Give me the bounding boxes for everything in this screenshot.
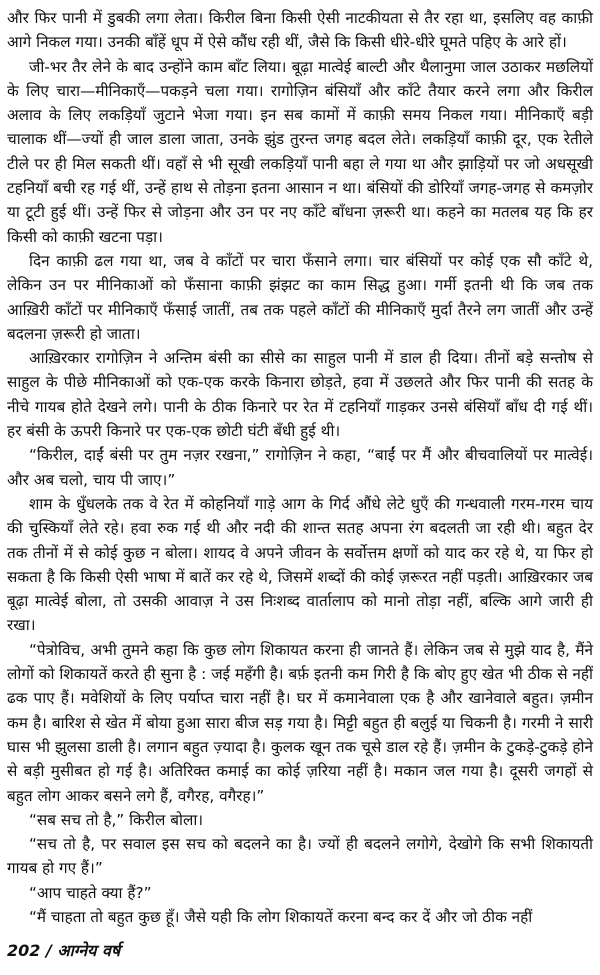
page-number: 202 [7,941,41,960]
paragraph-9: “सच तो है, पर सवाल इस सच को बदलने का है। ज्यों ही बदलने लगोगे, देखोगे कि सभी शिकायती गायब हो गए हैं।” [7,835,593,878]
paragraph-1: और फिर पानी में डुबकी लगा लेता। किरील बिना किसी ऐसी नाटकीयता से तैर रहा था, इसलिए वह काफ़ी आगे निकल गया। उनकी बाँहें धूप में ऐसे कौंध रही थीं, जैसे कि किसी धीरे-धीरे घूमते पहिए के आरे हों। [7,9,593,52]
paragraph-6: शाम के धुँधलके तक वे रेत में कोहनियाँ गाड़े आग के गिर्द औंधे लेटे धुएँ की गन्धवाली गरम-गरम चाय की चुस्कियाँ लेते रहे। हवा रुक गई थी और नदी की शान्त सतह अपना रंग बदलती जा रही थी। बहुत देर तक तीनों में से कोई कुछ न बोला। शायद वे अपने जीवन के सर्वोत्तम क्षणों को याद कर रहे थे, या फिर हो सकता है कि किसी ऐसी भाषा में बातें कर रहे थे, जिसमें शब्दों की कोई ज़रूरत नहीं पड़ती। आख़िरकार जब बूढ़ा मात्वेई बोला, तो उसकी आवाज़ ने उस निःशब्द वार्तालाप को मानो तोड़ा नहीं, बल्कि आगे जारी ही रखा। [7,494,593,635]
page-footer [7,939,120,961]
page-body [7,6,593,929]
paragraph-10: “आप चाहते क्या हैं?” [29,883,152,902]
paragraph-8: “सब सच तो है,” किरील बोला। [29,810,204,829]
paragraph-2: जी-भर तैर लेने के बाद उन्होंने काम बाँट लिया। बूढ़ा मात्वेई बाल्टी और थैलानुमा जाल उठाकर मछलियों के लिए चारा—मीनिकाएँ—पकड़ने चला गया। रागोज़िन बंसियाँ और काँटे तैयार करने लगा और किरील अलाव के लिए लकड़ियाँ जुटाने भेजा गया। इन सब कामों में काफ़ी समय निकल गया। मीनिकाएँ बड़ी चालाक थीं—ज्यों ही जाल डाला जाता, उनके झुंड तुरन्त जगह बदल लेते। लकड़ियाँ काफ़ी दूर, एक रेतीले टीले पर ही मिल सकती थीं। वहाँ से भी सूखी लकड़ियाँ पानी बहा ले गया था और झाड़ियों पर जो अधसूखी टहनियाँ बची रह गई थीं, उन्हें हाथ से तोड़ना इतना आसान न था। बंसियों की डोरियाँ जगह-जगह से कमज़ोर या टूटी हुई थीं। उन्हें फिर से जोड़ना और उन पर नए काँटे बाँधना ज़रूरी था। कहने का मतलब यह कि हर किसी को काफ़ी खटना पड़ा। [7,57,593,246]
paragraph-4: आख़िरकार रागोज़िन ने अन्तिम बंसी का सीसे का साहुल पानी में डाल ही दिया। तीनों बड़े सन्तोष से साहुल के पीछे मीनिकाओं को एक-एक करके किनारा छोड़ते, हवा में उछलते और फिर पानी की सतह के नीचे गायब होते देखने लगे। पानी के ठीक किनारे पर रेत में टहनियाँ गाड़कर उनसे बंसियाँ बाँध दी गई थीं। हर बंसी के ऊपरी किनारे पर एक-एक छोटी घंटी बँधी हुई थी। [7,349,593,441]
book-title: आग्नेय वर्ष [57,941,121,960]
paragraph-7: “पेत्रोविच, अभी तुमने कहा कि कुछ लोग शिकायत करना ही जानते हैं। लेकिन जब से मुझे याद है, मैंने लोगों को शिकायतें करते ही सुना है : जई महँगी है। बर्फ़ इतनी कम गिरी है कि बोए हुए खेत भी ठीक से नहीं ढक पाए हैं। मवेशियों के लिए पर्याप्त चारा नहीं है। घर में कमानेवाला एक है और खानेवाले बहुत। ज़मीन कम है। बारिश से खेत में बोया हुआ सारा बीज सड़ गया है। मिट्टी बहुत ही बलुई या चिकनी है। गरमी ने सारी घास भी झुलसा डाली है। लगान बहुत ज़्यादा है। कुलक खून तक चूसे डाल रहे हैं। ज़मीन के टुकड़े-टुकड़े होने से बड़ी मुसीबत हो गई है। अतिरिक्त कमाई का कोई ज़रिया नहीं है। मकान जल गया है। दूसरी जगहों से बहुत लोग आकर बसने लगे हैं, वगैरह, वगैरह।” [7,640,593,805]
paragraph-5: “किरील, दाईं बंसी पर तुम नज़र रखना,” रागोज़िन ने कहा, “बाईं पर मैं और बीचवालियों पर मात्वेई। और अब चलो, चाय पी जाए।” [7,446,593,489]
paragraph-3: दिन काफ़ी ढल गया था, जब वे काँटों पर चारा फँसाने लगा। चार बंसियों पर कोई एक सौ काँटे थे, लेकिन उन पर मीनिकाओं को फँसाना काफ़ी झंझट का काम सिद्ध हुआ। गर्मी इतनी थी कि जब तक आख़िरी काँटों पर मीनिकाएँ फँसाई जातीं, तब तक पहले काँटों की मीनिकाएँ मुर्दा तैरने लग जातीं और उन्हें बदलना ज़रूरी हो जाता। [7,251,593,343]
footer-separator: / [45,941,52,960]
paragraph-11: “मैं चाहता तो बहुत कुछ हूँ। जैसे यही कि लोग शिकायतें करना बन्द कर दें और जो ठीक नहीं [29,907,533,926]
